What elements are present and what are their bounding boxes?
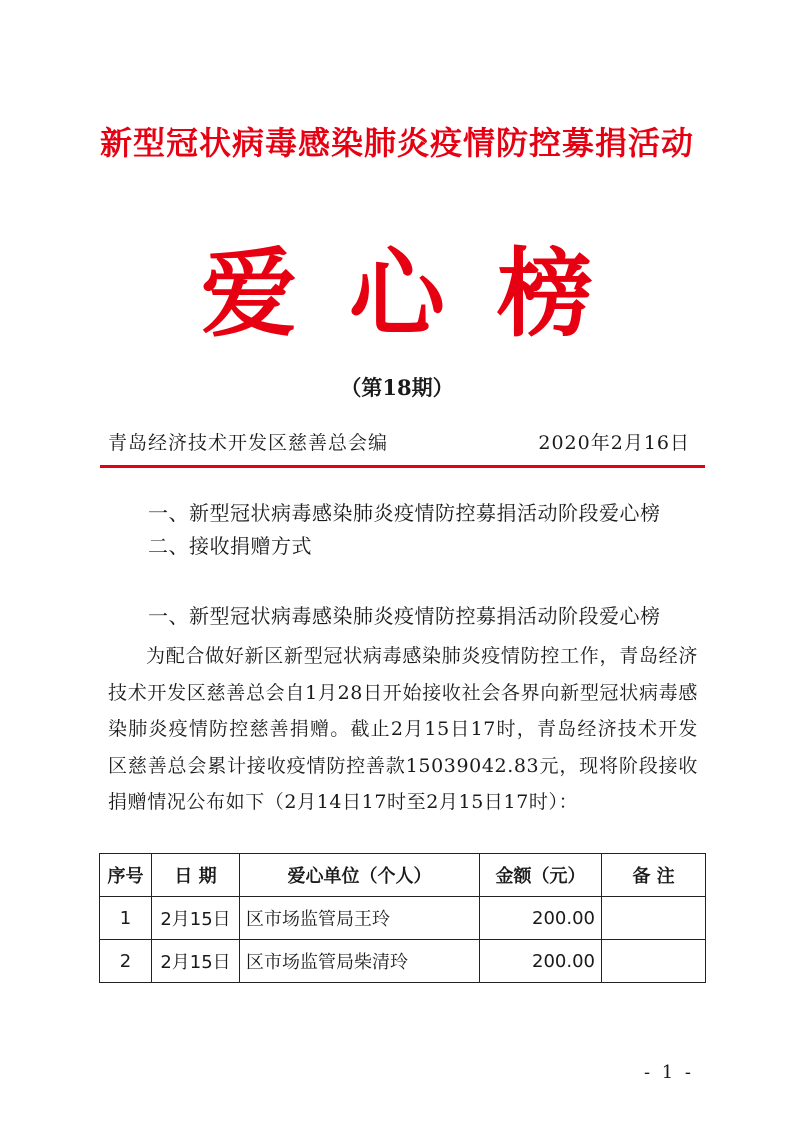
- row-index: 1: [100, 897, 152, 940]
- row-donor: 区市场监管局柴清玲: [240, 940, 480, 983]
- toc-item-2: 二、接收捐赠方式: [148, 534, 312, 558]
- issue-number: （第18期）: [340, 375, 454, 400]
- section-heading: 一、新型冠状病毒感染肺炎疫情防控募捐活动阶段爱心榜: [148, 604, 661, 628]
- row-date: 2月15日: [152, 897, 240, 940]
- col-header-index: 序号: [100, 854, 152, 897]
- row-amount: 200.00: [480, 897, 602, 940]
- row-note: [602, 897, 706, 940]
- col-header-note: 备 注: [602, 854, 706, 897]
- toc-item-1: 一、新型冠状病毒感染肺炎疫情防控募捐活动阶段爱心榜: [148, 501, 661, 525]
- row-index: 2: [100, 940, 152, 983]
- row-amount: 200.00: [480, 940, 602, 983]
- col-header-date: 日 期: [152, 854, 240, 897]
- table-header-row: [100, 854, 706, 897]
- row-note: [602, 940, 706, 983]
- publisher: 青岛经济技术开发区慈善总会编: [108, 432, 389, 454]
- col-header-unit: 爱心单位（个人）: [240, 854, 480, 897]
- col-header-amount: 金额（元）: [480, 854, 602, 897]
- campaign-title: 新型冠状病毒感染肺炎疫情防控募捐活动: [99, 124, 694, 162]
- table-row: [100, 897, 706, 940]
- red-divider: [100, 465, 705, 468]
- row-donor: 区市场监管局王玲: [240, 897, 480, 940]
- table-row: [100, 940, 706, 983]
- main-title: 爱心榜: [201, 237, 645, 350]
- page-number: - 1 -: [643, 1062, 694, 1083]
- body-paragraph: 为配合做好新区新型冠状病毒感染肺炎疫情防控工作，青岛经济技术开发区慈善总会自1月28日开始接收社会各界向新型冠状病毒感染肺炎疫情防控慈善捐赠。截止2月15日17时，青岛经济技术开发区慈善总会累计接收疫情防控善款15039042.83元，现将阶段接收捐赠情况公布如下（2月14日17时至2月15日17时）：: [108, 645, 698, 814]
- publish-date: 2020年2月16日: [538, 432, 690, 454]
- donation-table: [99, 853, 706, 983]
- row-date: 2月15日: [152, 940, 240, 983]
